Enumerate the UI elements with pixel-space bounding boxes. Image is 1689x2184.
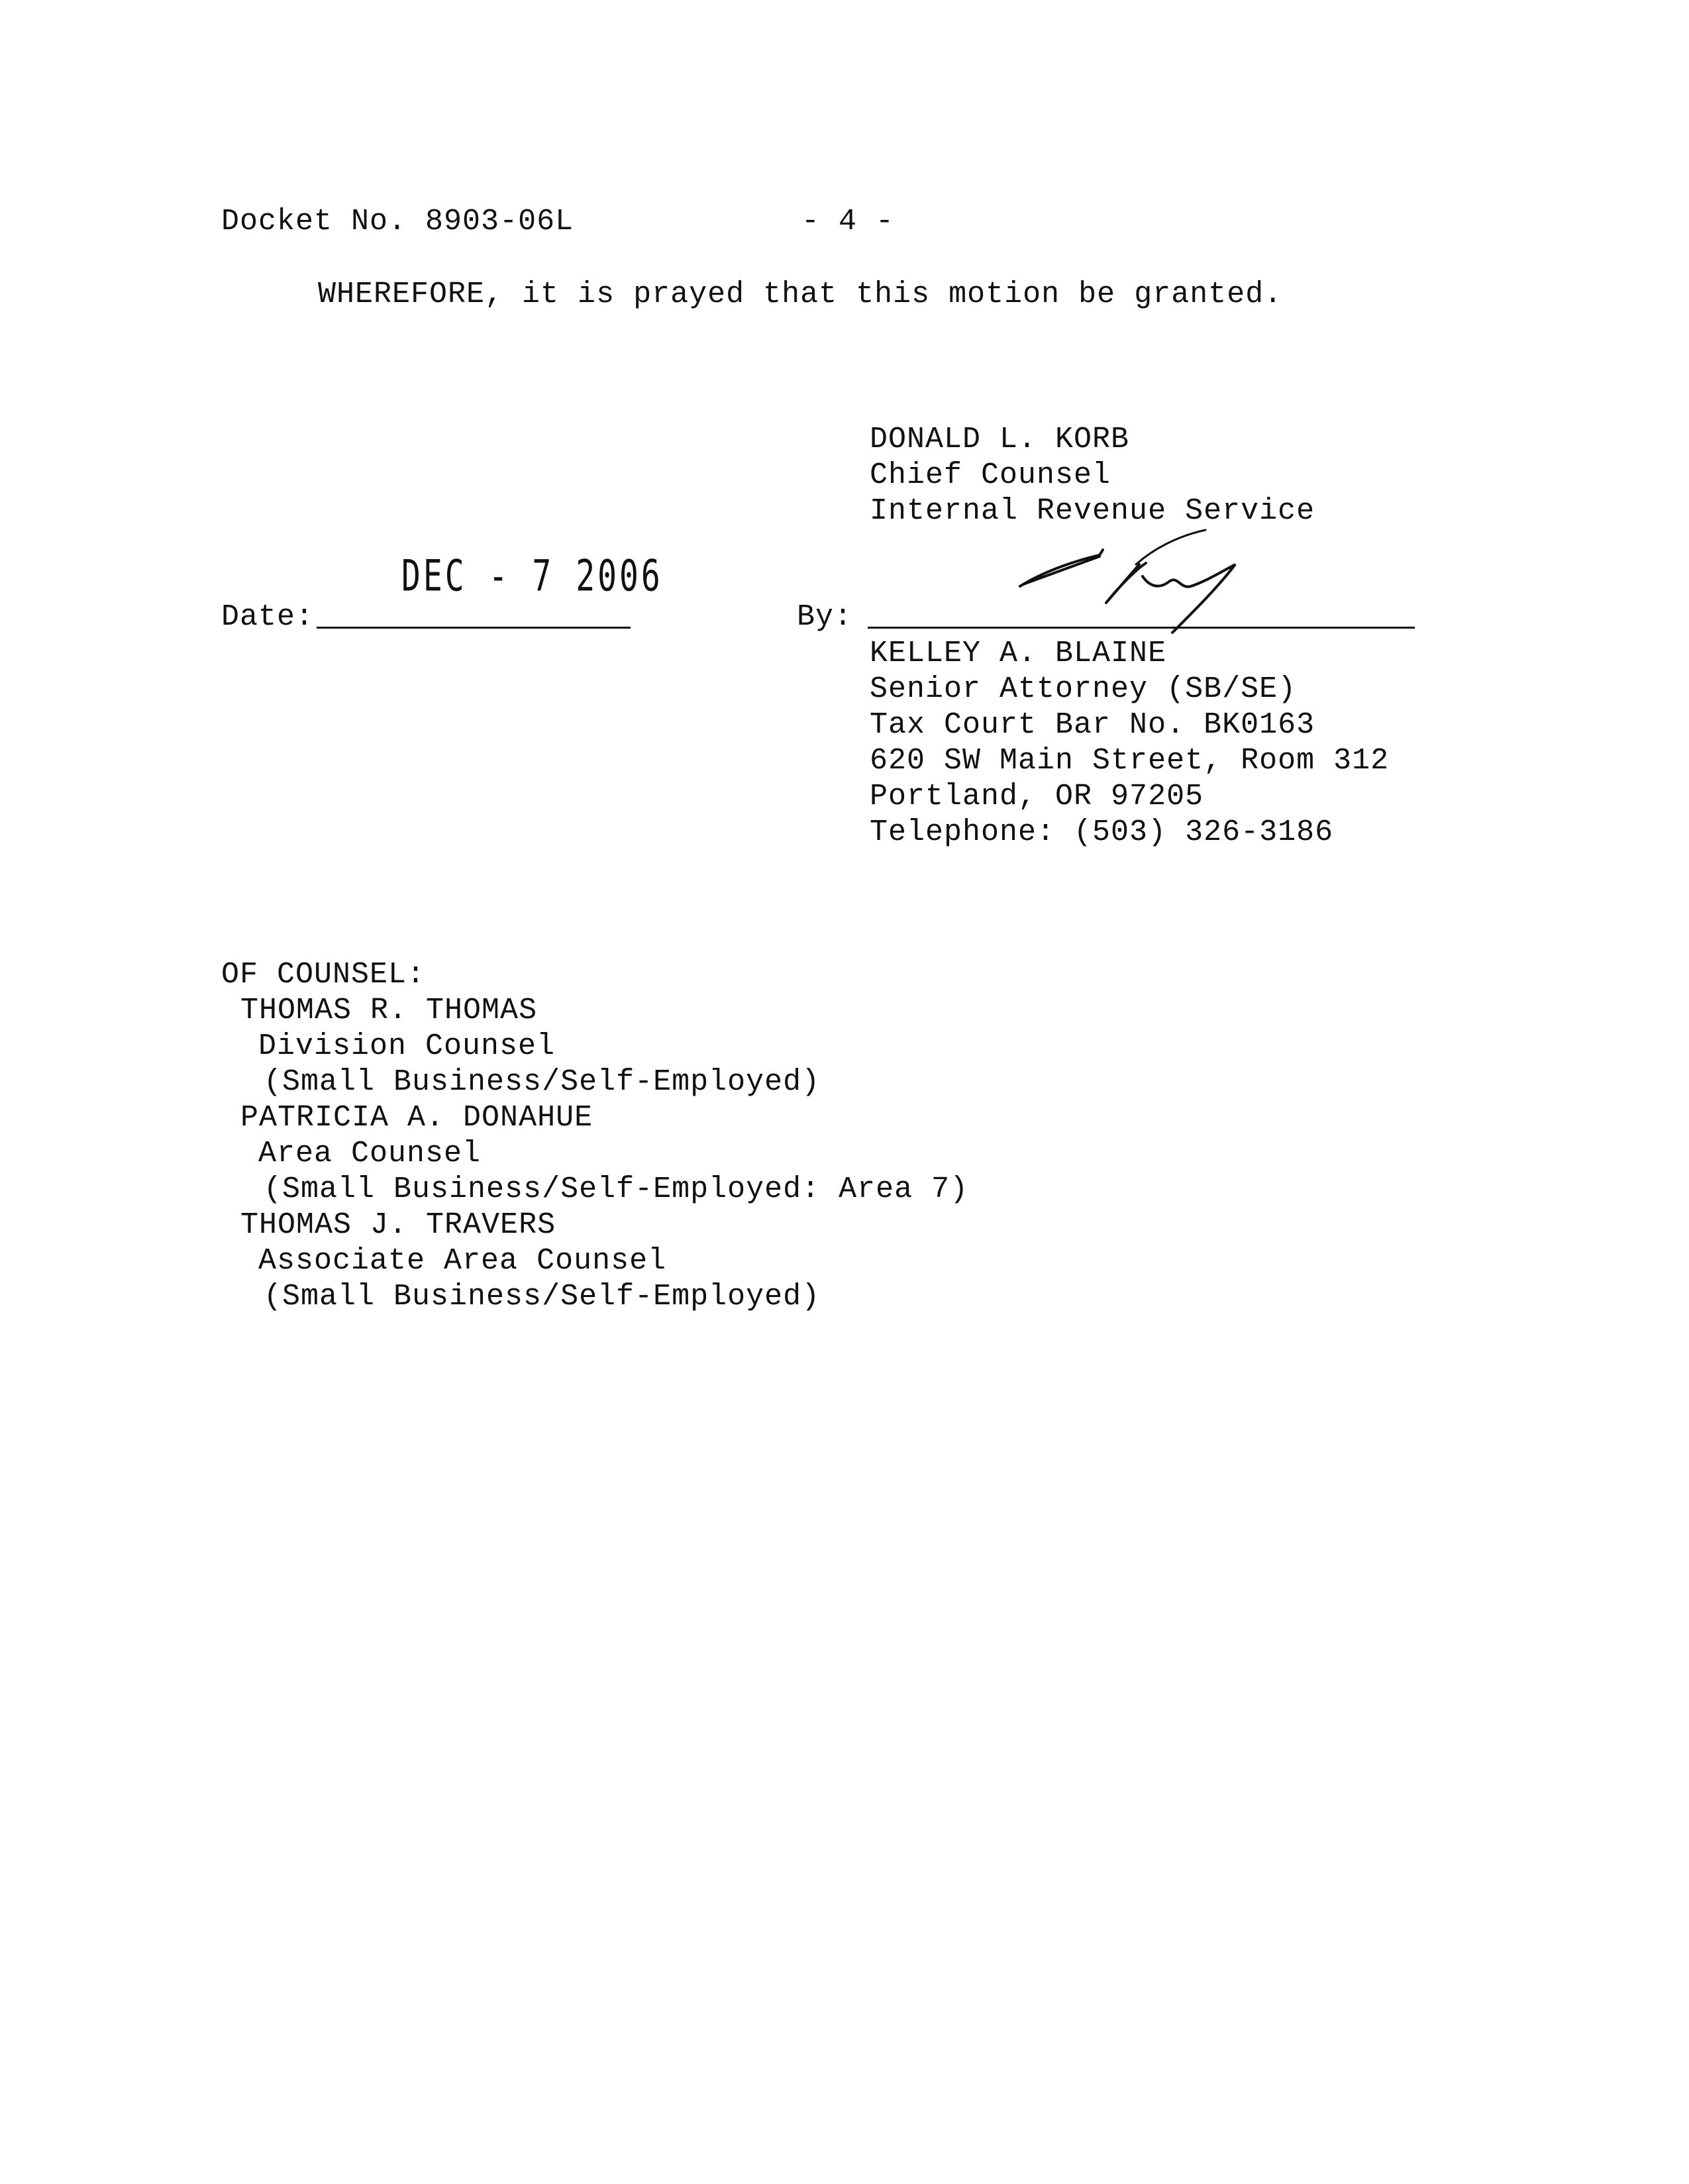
date-line — [317, 627, 631, 629]
by-label: By: — [797, 600, 853, 634]
signer-name: KELLEY A. BLAINE — [870, 637, 1167, 670]
counsel-title: Area Counsel — [258, 1137, 482, 1170]
agency-name: Internal Revenue Service — [870, 494, 1315, 528]
address-city: Portland, OR 97205 — [870, 780, 1204, 813]
counsel-title: Associate Area Counsel — [258, 1244, 667, 1278]
docket-number: Docket No. 8903-06L — [221, 205, 574, 238]
handwritten-signature — [1007, 523, 1285, 649]
counsel-unit: (Small Business/Self-Employed) — [264, 1065, 821, 1099]
counsel-name: THOMAS J. TRAVERS — [240, 1208, 556, 1242]
counsel-title: Division Counsel — [258, 1029, 556, 1063]
chief-counsel-title: Chief Counsel — [870, 458, 1111, 492]
counsel-name: THOMAS R. THOMAS — [240, 994, 538, 1027]
date-stamp: DEC - 7 2006 — [401, 551, 663, 601]
of-counsel-heading: OF COUNSEL: — [221, 958, 426, 992]
date-label: Date: — [221, 600, 315, 634]
signer-title: Senior Attorney (SB/SE) — [870, 672, 1297, 706]
telephone: Telephone: (503) 326-3186 — [870, 815, 1334, 849]
prayer-paragraph: WHEREFORE, it is prayed that this motion be granted. — [318, 278, 1283, 311]
page-number: - 4 - — [801, 205, 895, 238]
counsel-name: PATRICIA A. DONAHUE — [240, 1101, 593, 1135]
counsel-unit: (Small Business/Self-Employed: Area 7) — [264, 1172, 969, 1206]
chief-counsel-name: DONALD L. KORB — [870, 423, 1130, 456]
tax-court-bar-number: Tax Court Bar No. BK0163 — [870, 708, 1315, 742]
address-street: 620 SW Main Street, Room 312 — [870, 744, 1390, 778]
counsel-unit: (Small Business/Self-Employed) — [264, 1280, 821, 1314]
